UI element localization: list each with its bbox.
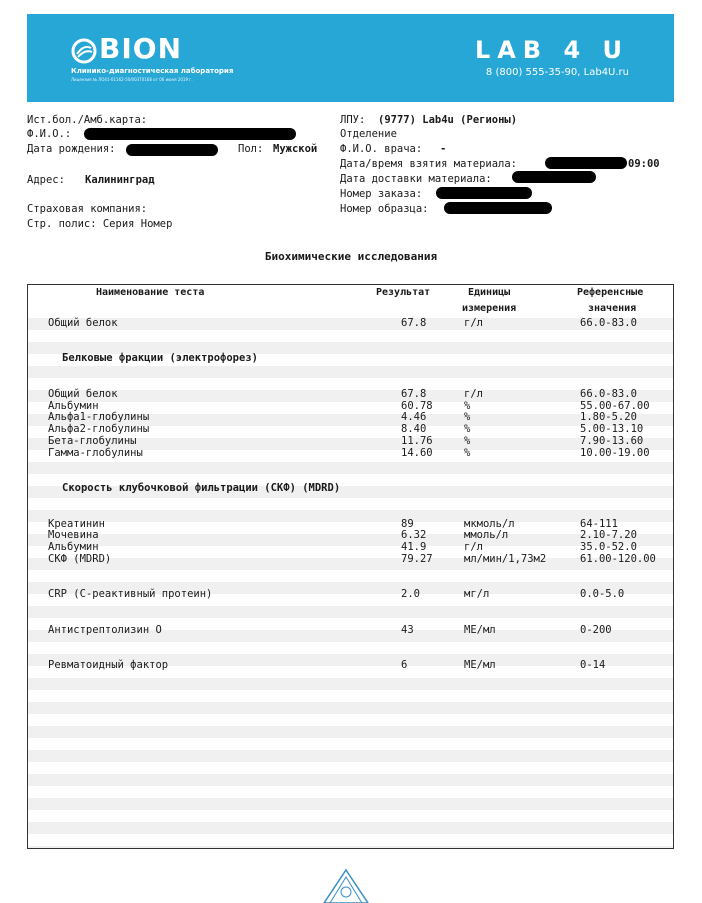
table-row xyxy=(28,448,673,460)
table-row xyxy=(28,589,673,601)
taken-label: Дата/время взятия материала: xyxy=(340,158,518,170)
logo-license: Лицензия № ЛО41-01162-50/00370168 от 06 июня 2019 г. xyxy=(71,77,193,82)
header-ref-1: Референсные xyxy=(577,287,644,298)
test-reference: 0-14 xyxy=(580,659,606,672)
redacted-fio xyxy=(84,128,296,140)
test-reference: 2.10-7.20 xyxy=(580,529,637,542)
test-result: 89 xyxy=(401,517,414,530)
blank-row xyxy=(28,377,673,389)
delivered-label: Дата доставки материала: xyxy=(340,173,492,185)
brand-contact: 8 (800) 555-35-90, Lab4U.ru xyxy=(485,67,629,78)
test-name: Альбумин xyxy=(48,399,99,412)
test-units: г/л xyxy=(464,541,483,554)
table-row xyxy=(28,436,673,448)
test-result: 6.32 xyxy=(401,529,427,542)
redacted-dob xyxy=(126,144,218,156)
test-result: 2.0 xyxy=(401,588,420,601)
test-reference: 7.90-13.60 xyxy=(580,434,644,447)
test-result: 43 xyxy=(401,623,414,636)
test-units: мкмоль/л xyxy=(464,517,515,530)
insurer-label: Страховая компания: xyxy=(27,203,148,215)
order-no-label: Номер заказа: xyxy=(340,188,423,200)
test-name: Мочевина xyxy=(48,529,99,542)
test-name: Креатинин xyxy=(48,517,105,530)
doctor-label: Ф.И.О. врача: xyxy=(340,143,423,155)
card-label: Ист.бол./Амб.карта: xyxy=(27,114,148,126)
header-name: Наименование теста xyxy=(96,287,205,298)
test-units: г/л xyxy=(464,387,483,400)
sex-value: Мужской xyxy=(273,143,318,155)
test-name: Ревматоидный фактор xyxy=(48,659,169,672)
test-units: % xyxy=(464,411,471,424)
section-title: Скорость клубочковой фильтрации (СКФ) (MDRD) xyxy=(62,482,341,495)
test-name: Альфа2-глобулины xyxy=(48,423,150,436)
test-result: 67.8 xyxy=(401,387,427,400)
redacted-taken-date xyxy=(545,157,627,169)
test-reference: 0-200 xyxy=(580,623,612,636)
test-units: % xyxy=(464,423,471,436)
test-reference: 5.00-13.10 xyxy=(580,423,644,436)
header-result: Результат xyxy=(376,287,431,298)
address-label: Адрес: xyxy=(27,174,65,186)
lpu-label: ЛПУ: xyxy=(340,114,366,126)
address-value: Калининград xyxy=(85,174,155,186)
test-units: г/л xyxy=(464,317,483,329)
header-units-1: Единицы xyxy=(468,287,511,298)
logo-text: BION xyxy=(99,32,182,65)
test-reference: 64-111 xyxy=(580,517,618,530)
sex-label: Пол: xyxy=(238,143,264,155)
test-units: мг/л xyxy=(464,588,490,601)
test-name: Альфа1-глобулины xyxy=(48,411,150,424)
blank-row xyxy=(28,507,673,519)
department-label: Отделение xyxy=(340,128,397,140)
blank-row xyxy=(28,601,673,613)
table-row xyxy=(28,554,673,566)
fio-label: Ф.И.О.: xyxy=(27,128,72,140)
test-result: 67.8 xyxy=(401,317,427,329)
policy-label: Стр. полис: Серия Номер xyxy=(27,218,173,230)
table-row xyxy=(28,625,673,637)
section-row xyxy=(28,353,673,365)
test-name: Бета-глобулины xyxy=(48,434,137,447)
test-result: 11.76 xyxy=(401,434,433,447)
test-name: Антистрептолизин О xyxy=(48,623,162,636)
bion-logo-icon xyxy=(71,38,97,64)
test-name: Альбумин xyxy=(48,541,99,554)
table-row xyxy=(28,519,673,531)
redacted-sample-no xyxy=(444,202,552,214)
test-result: 60.78 xyxy=(401,399,433,412)
test-reference: 1.80-5.20 xyxy=(580,411,637,424)
table-row xyxy=(28,542,673,554)
section-row xyxy=(28,483,673,495)
brand-name: LAB 4 U xyxy=(474,36,629,64)
table-row xyxy=(28,318,673,330)
sample-no-label: Номер образца: xyxy=(340,203,429,215)
blank-row xyxy=(28,613,673,625)
test-units: МЕ/мл xyxy=(464,659,496,672)
table-row xyxy=(28,389,673,401)
report-title: Биохимические исследования xyxy=(264,250,438,263)
header-banner xyxy=(27,14,674,102)
results-table xyxy=(27,284,674,849)
test-units: % xyxy=(464,446,471,459)
test-name: Общий белок xyxy=(48,317,118,329)
redacted-delivered xyxy=(512,171,596,183)
table-row xyxy=(28,530,673,542)
taken-time: 09:00 xyxy=(628,158,660,170)
doctor-value: - xyxy=(440,143,447,155)
table-header xyxy=(28,285,673,318)
test-result: 6 xyxy=(401,659,408,672)
test-reference: 10.00-19.00 xyxy=(580,446,650,459)
blank-row xyxy=(28,566,673,578)
section-title: Белковые фракции (электрофорез) xyxy=(62,352,258,365)
test-reference: 55.00-67.00 xyxy=(580,399,650,412)
test-units: МЕ/мл xyxy=(464,623,496,636)
blank-row xyxy=(28,365,673,377)
test-reference: 66.0-83.0 xyxy=(580,387,637,400)
test-reference: 66.0-83.0 xyxy=(580,317,637,329)
table-row xyxy=(28,660,673,672)
blank-row xyxy=(28,460,673,472)
header-units-2: измерения xyxy=(462,303,517,314)
test-reference: 61.00-120.00 xyxy=(580,552,656,565)
test-name: Общий белок xyxy=(48,387,118,400)
test-result: 4.46 xyxy=(401,411,427,424)
test-units: мл/мин/1,73м2 xyxy=(464,552,547,565)
test-units: % xyxy=(464,399,471,412)
test-name: СКФ (MDRD) xyxy=(48,552,112,565)
test-name: Гамма-глобулины xyxy=(48,446,143,459)
lpu-value: (9777) Lab4u (Регионы) xyxy=(378,114,518,126)
test-result: 8.40 xyxy=(401,423,427,436)
blank-row xyxy=(28,330,673,342)
test-result: 14.60 xyxy=(401,446,433,459)
stamp-seal-icon xyxy=(320,868,372,903)
table-body xyxy=(28,318,673,672)
test-reference: 0.0-5.0 xyxy=(580,588,625,601)
redacted-order-no xyxy=(436,187,532,199)
header-ref-2: значения xyxy=(588,303,637,314)
test-name: CRP (С-реактивный протеин) xyxy=(48,588,213,601)
test-result: 79.27 xyxy=(401,552,433,565)
logo-subtitle: Клинико-диагностическая лаборатория xyxy=(71,67,234,75)
test-reference: 35.0-52.0 xyxy=(580,541,637,554)
test-units: ммоль/л xyxy=(464,529,509,542)
test-units: % xyxy=(464,434,471,447)
test-result: 41.9 xyxy=(401,541,427,554)
dob-label: Дата рождения: xyxy=(27,143,116,155)
blank-row xyxy=(28,637,673,649)
blank-row xyxy=(28,495,673,507)
